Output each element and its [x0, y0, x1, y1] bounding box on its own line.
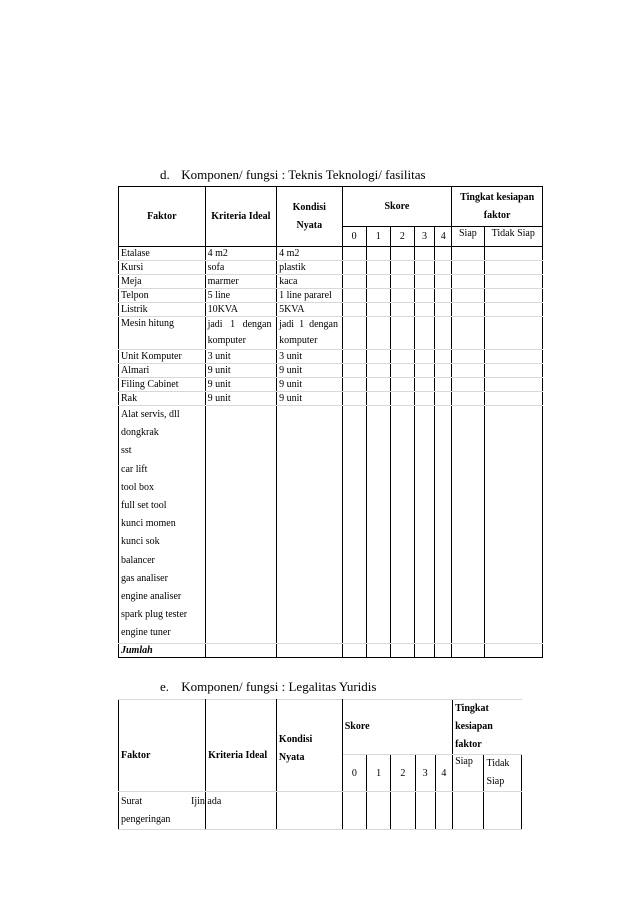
tool-item: kunci momen [121, 518, 176, 530]
table-row [119, 378, 543, 392]
tool-item: Alat servis, dll [121, 409, 180, 420]
section-e-title: Komponen/ fungsi : Legalitas Yuridis [181, 679, 377, 694]
tool-item: kunci sok [121, 536, 160, 548]
col-faktor-header: Faktor [119, 700, 206, 792]
row-kriteria: 9 unit [205, 392, 276, 406]
row-kondisi: kaca [277, 275, 342, 289]
table-row [119, 275, 543, 289]
row-kriteria: sofa [205, 261, 276, 275]
row-kondisi-line2: komputer [279, 335, 318, 346]
score-1: 1 [366, 227, 390, 247]
tool-item: spark plug tester [121, 609, 188, 621]
tool-item: full set tool [121, 500, 167, 512]
tool-item: gas analiser [121, 572, 168, 584]
col-skore-header: Skore [342, 187, 452, 227]
tidak-line1: Tidak [486, 758, 510, 769]
row-kriteria [205, 317, 276, 350]
row-faktor: Unit Komputer [119, 350, 206, 364]
row-faktor-text2: Ijin ada [191, 796, 222, 807]
tingkat-line2: faktor [483, 209, 511, 221]
row-faktor-line1 [121, 793, 222, 811]
tool-item: dongkrak [121, 427, 159, 439]
tool-item: engine analiser [121, 591, 182, 603]
row-kriteria: 3 unit [205, 350, 276, 364]
col-kriteria-header: Kriteria Ideal [205, 187, 276, 247]
row-kriteria: 5 line [205, 289, 276, 303]
table-row-tools [119, 406, 543, 644]
row-faktor: Almari [119, 364, 206, 378]
kondisi-line1: Kondisi [292, 201, 326, 213]
row-kondisi [277, 317, 342, 350]
score-4: 4 [435, 227, 452, 247]
kondisi-line1: Kondisi [278, 733, 313, 745]
table-row [119, 289, 543, 303]
table-row [119, 364, 543, 378]
row-kondisi: 1 line pararel [277, 289, 342, 303]
tool-item: sst [121, 445, 132, 457]
tingkat-line2: kesiapan [455, 721, 493, 732]
col-siap-header: Siap [452, 227, 484, 247]
row-faktor: Rak [119, 392, 206, 406]
tool-item: car lift [121, 463, 148, 475]
col-kondisi-header [276, 700, 342, 792]
row-faktor-text: Surat [121, 796, 143, 807]
score-2: 2 [391, 755, 415, 792]
table-row [119, 392, 543, 406]
row-faktor: Filing Cabinet [119, 378, 206, 392]
row-kondisi-line1: jadi 1 dengan [279, 319, 338, 330]
row-faktor: Kursi [119, 261, 206, 275]
row-faktor-line2: pengeringan [121, 814, 171, 825]
col-tidak-siap-header [484, 755, 522, 792]
row-kondisi: plastik [277, 261, 342, 275]
row-faktor: Telpon [119, 289, 206, 303]
tool-item: engine tuner [121, 627, 171, 639]
tingkat-line1: Tingkat [455, 703, 489, 714]
tools-list [119, 406, 206, 644]
section-e-heading [160, 679, 376, 695]
section-d-heading [160, 167, 426, 183]
row-kondisi: 5KVA [277, 303, 342, 317]
table-row-total [119, 643, 543, 657]
row-kondisi: 9 unit [277, 378, 342, 392]
score-2: 2 [390, 227, 414, 247]
row-faktor: Listrik [119, 303, 206, 317]
row-kondisi: 9 unit [277, 364, 342, 378]
score-0: 0 [342, 755, 366, 792]
facilities-table [118, 186, 543, 658]
tool-item: balancer [121, 554, 155, 566]
row-kriteria: marmer [205, 275, 276, 289]
legal-table [118, 699, 522, 830]
col-tingkat-header [453, 700, 522, 755]
row-kondisi: 4 m2 [277, 247, 342, 261]
col-tidak-siap-header: Tidak Siap [484, 227, 543, 247]
col-faktor-header: Faktor [119, 187, 206, 247]
score-1: 1 [367, 755, 391, 792]
section-d-number: d. [160, 167, 170, 182]
score-3: 3 [414, 227, 434, 247]
tool-item: tool box [121, 481, 155, 493]
table-row [119, 303, 543, 317]
tidak-line2: Siap [486, 776, 505, 787]
table-row [119, 317, 543, 350]
table-row [119, 792, 522, 830]
kondisi-line2: Nyata [296, 219, 323, 231]
row-faktor [119, 792, 222, 830]
row-kriteria-line1: jadi 1 dengan [207, 319, 272, 330]
col-kriteria-header: Kriteria Ideal [206, 700, 277, 792]
kondisi-line2: Nyata [278, 751, 305, 763]
row-kriteria: 9 unit [205, 378, 276, 392]
table-row [119, 261, 543, 275]
score-3: 3 [415, 755, 435, 792]
table-row [119, 247, 543, 261]
score-4: 4 [435, 755, 452, 792]
score-0: 0 [342, 227, 366, 247]
col-kondisi-header [277, 187, 342, 247]
section-e-number: e. [160, 679, 170, 694]
table-row [119, 350, 543, 364]
section-d-title: Komponen/ fungsi : Teknis Teknologi/ fasilitas [181, 167, 426, 182]
row-kriteria: 4 m2 [205, 247, 276, 261]
row-kondisi: 9 unit [277, 392, 342, 406]
tingkat-line1: Tingkat kesiapan [460, 191, 535, 203]
tingkat-line3: faktor [455, 739, 482, 750]
col-tingkat-header [452, 187, 543, 227]
row-faktor: Meja [119, 275, 206, 289]
row-faktor: Mesin hitung [119, 317, 206, 350]
total-label: Jumlah [119, 643, 206, 657]
row-faktor: Etalase [119, 247, 206, 261]
row-kriteria-line2: komputer [207, 335, 246, 346]
row-kriteria: 9 unit [205, 364, 276, 378]
row-kondisi: 3 unit [277, 350, 342, 364]
col-skore-header: Skore [342, 700, 452, 755]
col-siap-header: Siap [453, 755, 484, 792]
row-kriteria: 10KVA [205, 303, 276, 317]
